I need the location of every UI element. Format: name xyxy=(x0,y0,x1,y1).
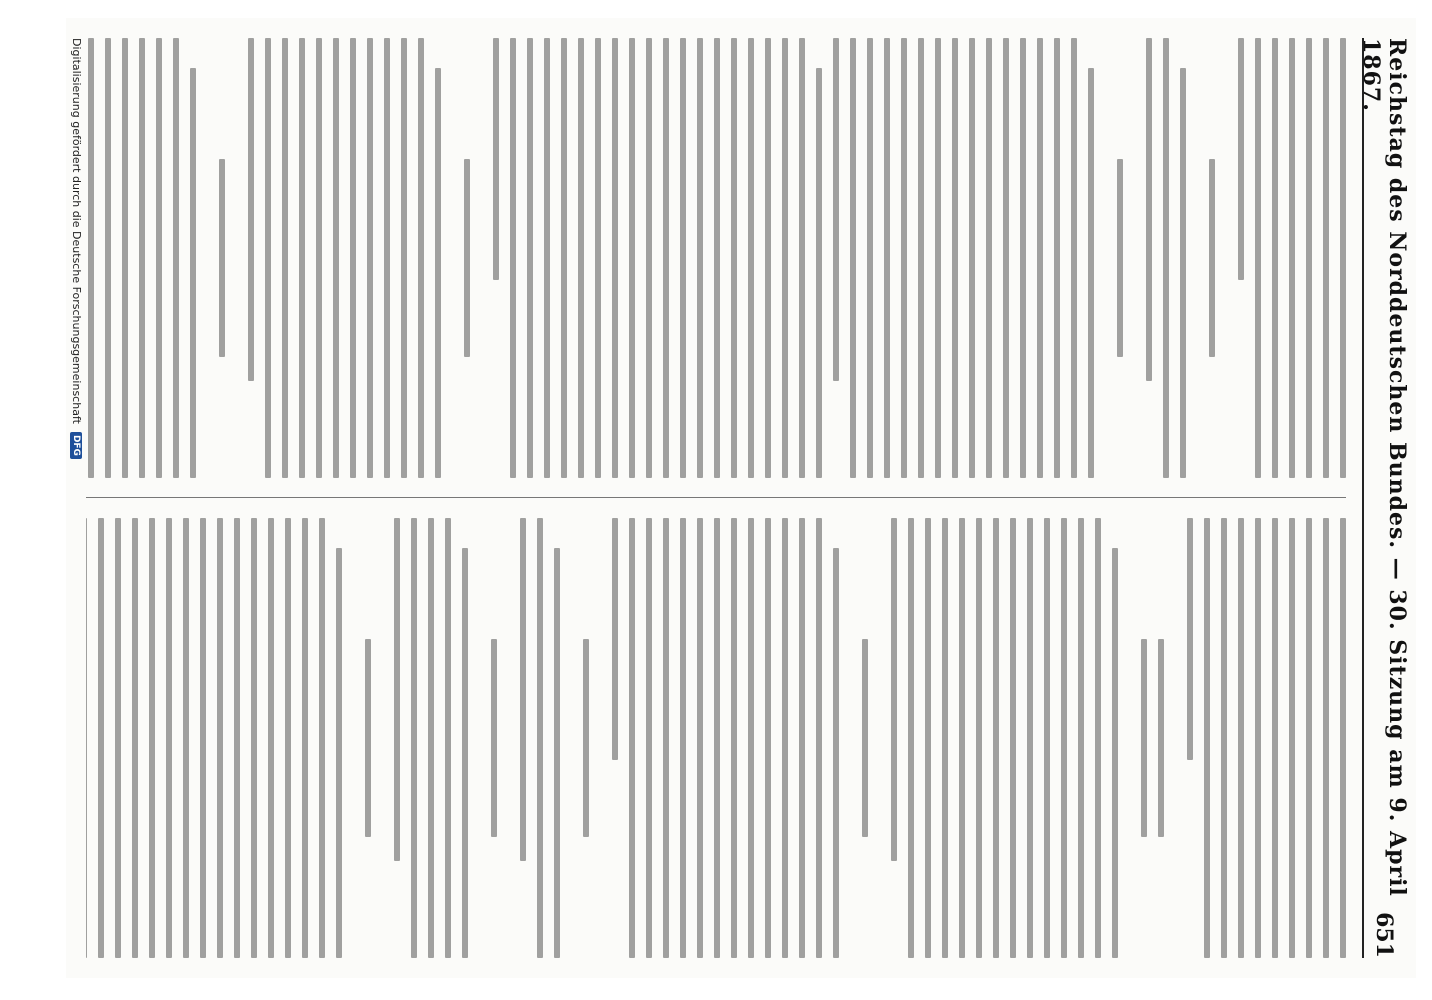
left-column xyxy=(86,38,1346,478)
page-header xyxy=(1358,38,1410,958)
column-divider xyxy=(86,497,1346,498)
page-title: Reichstag des Norddeutschen Bundes. — 30. Sitzung am 9. April 1867. xyxy=(1358,38,1410,897)
right-column xyxy=(86,518,1346,958)
digitization-footer xyxy=(70,38,83,459)
scanned-page xyxy=(66,18,1416,978)
footer-credit: Digitalisierung gefördert durch die Deutsche Forschungsgemeinschaft xyxy=(70,38,83,424)
page-number: 651 xyxy=(1371,912,1397,958)
dfg-logo: DFG xyxy=(71,432,83,459)
